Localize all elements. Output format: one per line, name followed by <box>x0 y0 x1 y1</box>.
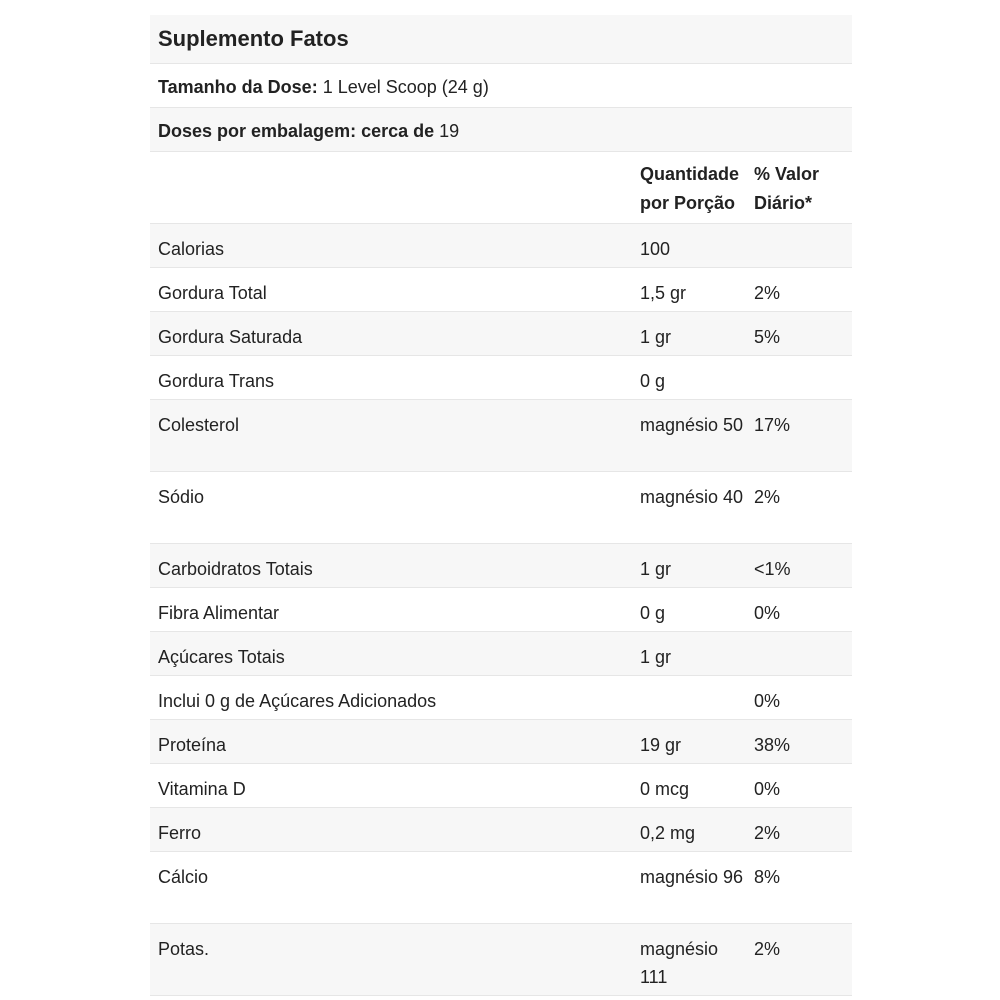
table-row <box>150 400 852 472</box>
nutrient-daily-value: 5% <box>754 327 781 347</box>
servings-per-container <box>158 108 459 144</box>
nutrient-amount: 0,2 mg <box>640 823 696 843</box>
nutrient-daily-value: <1% <box>754 559 791 579</box>
nutrient-daily-value <box>754 224 844 235</box>
nutrient-daily-value: 2% <box>754 487 781 507</box>
table-title-row <box>150 15 852 64</box>
nutrient-name: Carboidratos Totais <box>158 559 313 579</box>
nutrient-rows <box>150 224 852 996</box>
servings-value: 19 <box>439 121 460 141</box>
nutrient-amount: 0 mcg <box>640 779 690 799</box>
nutrient-name: Gordura Saturada <box>158 327 303 347</box>
table-row <box>150 224 852 268</box>
table-row <box>150 472 852 544</box>
nutrient-amount: 1 gr <box>640 327 672 347</box>
nutrient-name: Açúcares Totais <box>158 647 285 667</box>
nutrient-daily-value: 0% <box>754 779 781 799</box>
nutrient-amount: 1 gr <box>640 647 672 667</box>
serving-size-row <box>150 64 852 108</box>
dv-header-line1: % Valor <box>754 164 820 184</box>
nutrient-name: Gordura Total <box>158 283 267 303</box>
serving-size-value: 1 Level Scoop (24 g) <box>317 77 489 97</box>
nutrient-amount: 19 gr <box>640 735 682 755</box>
table-row <box>150 808 852 852</box>
nutrient-amount: 1,5 gr <box>640 283 687 303</box>
nutrient-amount <box>640 676 750 687</box>
nutrient-amount: 0 g <box>640 371 666 391</box>
nutrient-name: Inclui 0 g de Açúcares Adicionados <box>158 691 437 711</box>
nutrient-amount: 1 gr <box>640 559 672 579</box>
table-row <box>150 852 852 924</box>
supplement-facts-table <box>150 15 852 996</box>
nutrient-amount: magnésio 40 <box>640 487 744 507</box>
table-title: Suplemento Fatos <box>158 26 349 51</box>
daily-value-header <box>754 152 844 218</box>
table-row <box>150 924 852 996</box>
amount-per-serving-header <box>640 152 750 218</box>
table-row <box>150 268 852 312</box>
nutrient-name: Ferro <box>158 823 202 843</box>
nutrient-amount: 100 <box>640 239 671 259</box>
nutrient-name: Fibra Alimentar <box>158 603 280 623</box>
nutrient-amount: 0 g <box>640 603 666 623</box>
nutrient-daily-value <box>754 632 844 643</box>
nutrient-name: Sódio <box>158 487 205 507</box>
nutrient-name: Colesterol <box>158 415 240 435</box>
table-row <box>150 720 852 764</box>
dv-header-line2: Diário* <box>754 193 813 213</box>
amount-header-line2: por Porção <box>640 193 736 213</box>
table-row <box>150 588 852 632</box>
nutrient-daily-value: 0% <box>754 691 781 711</box>
nutrient-name: Cálcio <box>158 867 209 887</box>
serving-size-label: Tamanho da Dose: <box>158 77 318 97</box>
table-row <box>150 676 852 720</box>
nutrient-daily-value: 2% <box>754 283 781 303</box>
table-row <box>150 312 852 356</box>
table-row <box>150 356 852 400</box>
nutrient-name: Calorias <box>158 239 225 259</box>
nutrient-daily-value: 38% <box>754 735 791 755</box>
table-row <box>150 544 852 588</box>
nutrient-name: Proteína <box>158 735 227 755</box>
nutrient-daily-value: 0% <box>754 603 781 623</box>
nutrient-name: Vitamina D <box>158 779 246 799</box>
nutrient-daily-value: 8% <box>754 867 781 887</box>
serving-size <box>158 64 489 100</box>
column-header-row <box>150 152 852 224</box>
table-row <box>150 764 852 808</box>
table-row <box>150 632 852 676</box>
nutrient-amount: magnésio 111 <box>640 939 719 987</box>
servings-label: Doses por embalagem: cerca de <box>158 121 440 141</box>
nutrient-name: Potas. <box>158 939 210 959</box>
nutrient-daily-value: 2% <box>754 823 781 843</box>
nutrient-amount: magnésio 96 <box>640 867 744 887</box>
nutrient-amount: magnésio 50 <box>640 415 744 435</box>
servings-row <box>150 108 852 152</box>
nutrient-daily-value: 2% <box>754 939 781 959</box>
nutrient-daily-value <box>754 356 844 367</box>
nutrient-name: Gordura Trans <box>158 371 275 391</box>
amount-header-line1: Quantidade <box>640 164 740 184</box>
nutrient-daily-value: 17% <box>754 415 791 435</box>
